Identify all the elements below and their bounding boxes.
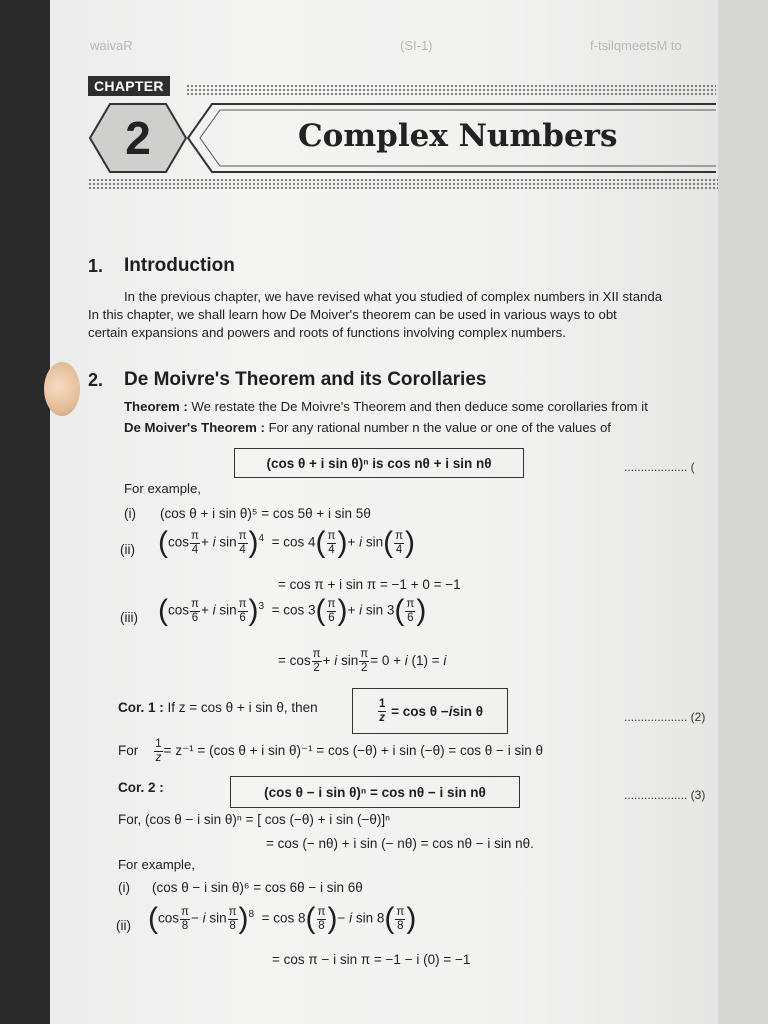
paragraph-line: In the previous chapter, we have revised what you studied of complex numbers in XII standa bbox=[124, 289, 663, 304]
bleed-through-text: waivaR bbox=[90, 38, 133, 53]
equation-number: ................... (2) bbox=[624, 710, 706, 724]
cor1-text: If z = cos θ + i sin θ, then bbox=[167, 700, 318, 715]
example-iii-expr: (cos $\frac{\pi}{6}$ + i sin $\frac{\pi}{6}$ )$^3$ = cos 3( $\frac{\pi}{6}$ )+ i sin 3( $\frac{\pi}{6}$ ) bbox=[158, 594, 427, 627]
example-ii-result: = cos π + i sin π = −1 + 0 = −1 bbox=[278, 577, 461, 592]
section-title: De Moivre's Theorem and its Corollaries bbox=[124, 369, 487, 390]
example-i-expr: (cos θ + i sin θ)⁵ = cos 5θ + i sin 5θ bbox=[160, 506, 371, 521]
for-example-label: For example, bbox=[118, 857, 195, 872]
item-number: (i) bbox=[118, 880, 130, 895]
theorem-label: Theorem : bbox=[124, 399, 188, 414]
corollary-2-proof-line: = cos (− nθ) + i sin (− nθ) = cos nθ − i sin nθ. bbox=[266, 836, 534, 851]
item-number: (ii) bbox=[116, 918, 131, 933]
theorem-statement bbox=[124, 419, 611, 437]
paragraph-line: In this chapter, we shall learn how De Moiver's theorem can be used in various ways to obt bbox=[88, 307, 617, 322]
chapter-number: 2 bbox=[125, 112, 151, 164]
next-page-edge bbox=[718, 0, 768, 1024]
dotted-band-top bbox=[186, 84, 716, 96]
corollary-2-proof-line: For, (cos θ − i sin θ)ⁿ = [ cos (−θ) + i sin (−θ)]ⁿ bbox=[118, 812, 391, 827]
equation-number: ................... ( bbox=[624, 460, 695, 474]
corollary-1-proof: For $\frac{1}{z}$ = z⁻¹ = (cos θ + i sin θ)⁻¹ = cos (−θ) + i sin (−θ) = cos θ − i sin θ bbox=[118, 738, 543, 764]
bleed-through-text: (SI-1) bbox=[400, 38, 433, 53]
for-example-label: For example, bbox=[124, 481, 201, 496]
example2-ii-result: = cos π − i sin π = −1 − i (0) = −1 bbox=[272, 952, 471, 967]
section-title: Introduction bbox=[124, 255, 235, 276]
corollary-1 bbox=[118, 700, 318, 715]
theorem-line bbox=[124, 398, 648, 416]
cor1-proof-text: z⁻¹ = (cos θ + i sin θ)⁻¹ = cos (−θ) + i sin (−θ) = cos θ − i sin θ bbox=[175, 743, 543, 759]
corollary-2-label: Cor. 2 : bbox=[118, 780, 164, 795]
example2-i-expr: (cos θ − i sin θ)⁶ = cos 6θ − i sin 6θ bbox=[152, 880, 363, 895]
chapter-label: CHAPTER bbox=[88, 76, 170, 96]
chapter-title: Complex Numbers bbox=[298, 118, 618, 154]
item-number: (ii) bbox=[120, 542, 135, 557]
equation-1-box: (cos θ + i sin θ)ⁿ is cos nθ + i sin nθ bbox=[234, 448, 524, 478]
paragraph-line: certain expansions and powers and roots of functions involving complex numbers. bbox=[88, 325, 566, 340]
theorem-text: We restate the De Moivre's Theorem and then deduce some corollaries from it bbox=[191, 399, 648, 414]
dotted-band-bottom bbox=[88, 178, 718, 190]
section-number: 2. bbox=[88, 370, 104, 390]
thumb bbox=[44, 362, 80, 416]
de-moivre-text: For any rational number n the value or one of the values of bbox=[268, 420, 611, 435]
example-ii-expr: (cos $\frac{\pi}{4}$ + i sin $\frac{\pi}{4}$ )$^4$ = cos 4( $\frac{\pi}{4}$ )+ i sin( $\frac{\pi}{4}$ ) bbox=[158, 526, 416, 559]
cor1-label: Cor. 1 : bbox=[118, 700, 164, 715]
section-number: 1. bbox=[88, 256, 104, 276]
example-i bbox=[124, 506, 136, 521]
example2-ii-expr: (cos $\frac{\pi}{8}$ − i sin $\frac{\pi}{8}$ )$^8$ = cos 8( $\frac{\pi}{8}$ )− i sin 8( $\frac{\pi}{8}$ ) bbox=[148, 902, 417, 935]
equation-2-box: $\frac{1}{z}$ = cos θ − i sin θ bbox=[352, 688, 508, 734]
example-iii-result: = cos $\frac{\pi}{2}$ + i sin $\frac{\pi}{2}$ = 0 + i (1) = i bbox=[278, 648, 447, 674]
item-number: (iii) bbox=[120, 610, 138, 625]
equation-number: ................... (3) bbox=[624, 788, 706, 802]
bleed-through-text: f-tsilqmeetsM to bbox=[590, 38, 682, 53]
item-number: (i) bbox=[124, 506, 136, 521]
equation-3-box: (cos θ − i sin θ)ⁿ = cos nθ − i sin nθ bbox=[230, 776, 520, 808]
de-moivre-label: De Moiver's Theorem : bbox=[124, 420, 265, 435]
